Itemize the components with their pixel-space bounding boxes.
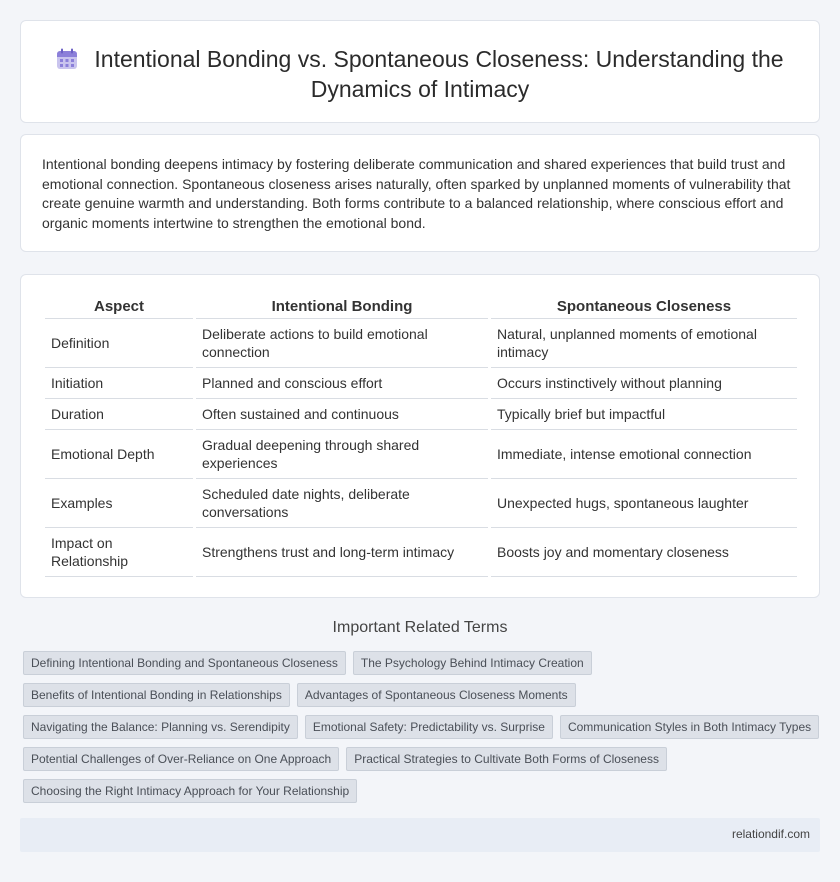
row-intentional: Scheduled date nights, deliberate conversations — [196, 479, 488, 528]
row-spontaneous: Immediate, intense emotional connection — [491, 430, 797, 479]
header-aspect: Aspect — [45, 296, 193, 319]
comparison-table — [42, 296, 800, 577]
footer-site-link[interactable]: relationdif.com — [731, 827, 810, 841]
row-spontaneous: Boosts joy and momentary closeness — [491, 528, 797, 577]
table-header-row — [45, 296, 797, 319]
row-spontaneous: Typically brief but impactful — [491, 399, 797, 430]
table-row — [45, 430, 797, 479]
row-spontaneous: Natural, unplanned moments of emotional intimacy — [491, 319, 797, 368]
related-terms-list — [23, 651, 823, 811]
header-spontaneous-closeness: Spontaneous Closeness — [491, 296, 797, 319]
footer — [20, 818, 820, 852]
row-aspect: Emotional Depth — [45, 430, 193, 479]
summary-text: Intentional bonding deepens intimacy by fostering deliberate communication and shared experiences that build trust and emotional connection. Spontaneous closeness arises naturally, often sparked by unplanned moments of vulnerability that create genuine warmth and understanding. Both forms contribute to a balanced relationship, where conscious effort and organic moments intertwine to strengthen the emotional bond. — [42, 156, 791, 231]
related-term-tag[interactable]: Advantages of Spontaneous Closeness Moments — [297, 683, 576, 707]
table-row — [45, 528, 797, 577]
row-intentional: Deliberate actions to build emotional connection — [196, 319, 488, 368]
page-title: Intentional Bonding vs. Spontaneous Closeness: Understanding the Dynamics of Intimacy — [94, 46, 784, 102]
row-intentional: Gradual deepening through shared experiences — [196, 430, 488, 479]
table-row — [45, 399, 797, 430]
related-term-tag[interactable]: Choosing the Right Intimacy Approach for Your Relationship — [23, 779, 357, 803]
summary-card — [20, 134, 820, 252]
row-intentional: Often sustained and continuous — [196, 399, 488, 430]
related-term-tag[interactable]: Navigating the Balance: Planning vs. Serendipity — [23, 715, 298, 739]
related-term-tag[interactable]: Practical Strategies to Cultivate Both Forms of Closeness — [346, 747, 667, 771]
related-terms-heading: Important Related Terms — [332, 619, 508, 636]
related-term-tag[interactable]: The Psychology Behind Intimacy Creation — [353, 651, 592, 675]
table-row — [45, 368, 797, 399]
title-card — [20, 20, 820, 123]
comparison-table-card — [20, 274, 820, 598]
related-term-tag[interactable]: Communication Styles in Both Intimacy Types — [560, 715, 819, 739]
table-row — [45, 319, 797, 368]
related-term-tag[interactable]: Defining Intentional Bonding and Spontaneous Closeness — [23, 651, 346, 675]
row-intentional: Planned and conscious effort — [196, 368, 488, 399]
related-term-tag[interactable]: Benefits of Intentional Bonding in Relationships — [23, 683, 290, 707]
row-intentional: Strengthens trust and long-term intimacy — [196, 528, 488, 577]
row-aspect: Examples — [45, 479, 193, 528]
row-spontaneous: Occurs instinctively without planning — [491, 368, 797, 399]
row-aspect: Initiation — [45, 368, 193, 399]
row-aspect: Duration — [45, 399, 193, 430]
related-term-tag[interactable]: Emotional Safety: Predictability vs. Surprise — [305, 715, 553, 739]
calendar-icon — [56, 48, 78, 70]
row-aspect: Impact on Relationship — [45, 528, 193, 577]
related-term-tag[interactable]: Potential Challenges of Over-Reliance on One Approach — [23, 747, 339, 771]
row-spontaneous: Unexpected hugs, spontaneous laughter — [491, 479, 797, 528]
table-row — [45, 479, 797, 528]
header-intentional-bonding: Intentional Bonding — [196, 296, 488, 319]
row-aspect: Definition — [45, 319, 193, 368]
